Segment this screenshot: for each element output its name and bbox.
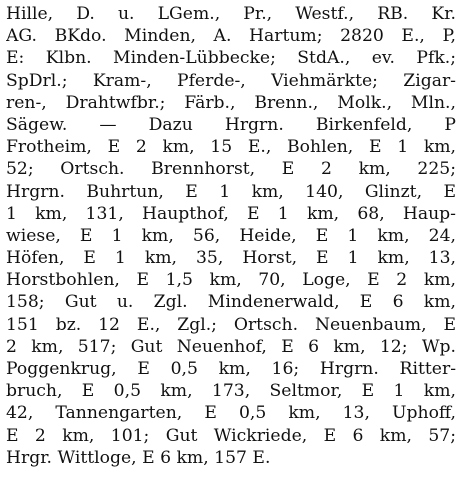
entry-line-19: 42, Tannengarten, E 0,5 km, 13, Uphoff, — [6, 403, 456, 424]
entry-line-4: SpDrl.; Kram-, Pferde-, Viehmärkte; Zigar- — [6, 70, 456, 91]
entry-line-11: wiese, E 1 km, 56, Heide, E 1 km, 24, — [6, 225, 456, 246]
entry-line-7: Frotheim, E 2 km, 15 E., Bohlen, E 1 km, — [6, 137, 456, 158]
entry-line-3: E: Klbn. Minden-Lübbecke; StdA., ev. Pfk.; — [6, 48, 456, 69]
entry-line-6: Sägew. — Dazu Hrgrn. Birkenfeld, P — [6, 114, 456, 135]
entry-line-16: 2 km, 517; Gut Neuenhof, E 6 km, 12; Wp. — [6, 336, 456, 357]
entry-line-10: 1 km, 131, Haupthof, E 1 km, 68, Haup- — [6, 203, 456, 224]
entry-line-20: E 2 km, 101; Gut Wickriede, E 6 km, 57; — [6, 425, 456, 446]
entry-line-9: Hrgrn. Buhrtun, E 1 km, 140, Glinzt, E — [6, 181, 456, 202]
entry-line-17: Poggenkrug, E 0,5 km, 16; Hrgrn. Ritter- — [6, 359, 456, 379]
entry-line-2: AG. BKdo. Minden, A. Hartum; 2820 E., P, — [6, 26, 456, 47]
entry-line-1: Hille, D. u. LGem., Pr., Westf., RB. Kr. — [6, 4, 456, 24]
entry-line-12: Höfen, E 1 km, 35, Horst, E 1 km, 13, — [6, 248, 456, 269]
entry-line-21: Hrgr. Wittloge, E 6 km, 157 E. — [6, 447, 271, 468]
entry-line-18: bruch, E 0,5 km, 173, Seltmor, E 1 km, — [6, 381, 456, 402]
entry-line-5: ren-, Drahtwfbr.; Färb., Brenn., Molk., Mln., — [6, 92, 456, 113]
entry-line-8: 52; Ortsch. Brennhorst, E 2 km, 225; — [6, 159, 456, 180]
entry-line-13: Horstbohlen, E 1,5 km, 70, Loge, E 2 km, — [6, 270, 456, 291]
entry-line-14: 158; Gut u. Zgl. Mindenerwald, E 6 km, — [6, 292, 456, 313]
entry-line-15: 151 bz. 12 E., Zgl.; Ortsch. Neuenbaum, E — [6, 314, 456, 335]
